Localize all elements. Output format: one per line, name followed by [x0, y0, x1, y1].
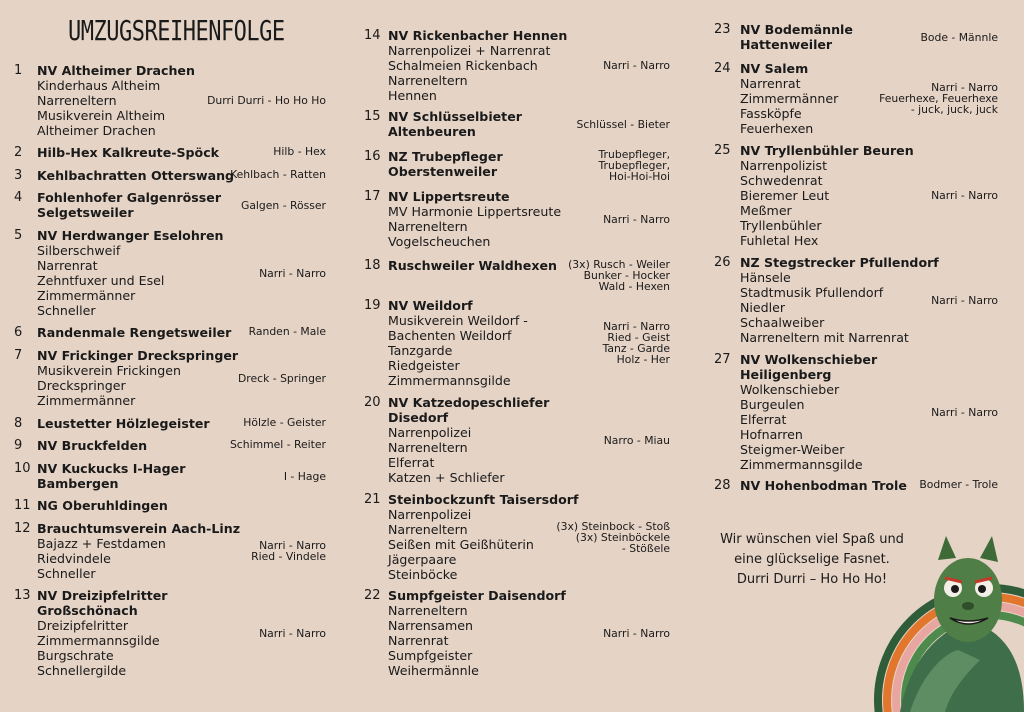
narren-call: Narri - Narro [931, 81, 998, 94]
entry-name: NV Tryllenbühler Beuren [740, 143, 914, 158]
entry-group: Narreneltern [37, 93, 117, 108]
narren-call: Tanz - Garde [602, 342, 670, 355]
entry-name: NV Herdwanger Eselohren [37, 228, 224, 243]
entry-number: 21 [364, 492, 381, 507]
narren-call: Hilb - Hex [273, 145, 326, 158]
entry-number: 28 [714, 478, 731, 493]
narren-call: Schimmel - Reiter [229, 438, 326, 451]
entry-group: Narreneltern [388, 219, 468, 234]
entry-group: Niedler [740, 300, 786, 315]
entry-group: Kinderhaus Altheim [37, 78, 161, 93]
narren-call: Durri Durri - Ho Ho Ho [207, 94, 326, 107]
entry-group: Elferrat [388, 455, 435, 470]
narren-call: Bodmer - Trole [919, 478, 998, 491]
entry-name: Disedorf [388, 410, 449, 425]
entry-group: Steigmer-Weiber [740, 442, 845, 457]
narren-call: Bode - Männle [920, 31, 998, 44]
entry-number: 19 [364, 298, 381, 313]
narren-call: Feuerhexe, Feuerhexe [879, 92, 998, 105]
entry-group: Musikverein Weildorf - [388, 313, 528, 328]
entry-number: 18 [364, 258, 381, 273]
entry-group: Narrenrat [37, 258, 98, 273]
entry-group: Tanzgarde [388, 343, 453, 358]
narren-call: Narri - Narro [259, 539, 326, 552]
entry-group: Schneller [37, 566, 96, 581]
entry-name: NV Dreizipfelritter [37, 588, 168, 603]
entry-group: Schwedenrat [740, 173, 823, 188]
entry-group: Meßmer [740, 203, 792, 218]
entry-name: Hilb-Hex Kalkreute-Spöck [37, 145, 220, 160]
entry-number: 25 [714, 143, 731, 158]
narren-call: Narro - Miau [603, 434, 670, 447]
entry-group: Zimmermannsgilde [37, 633, 160, 648]
narren-call: Galgen - Rösser [240, 199, 326, 212]
entry-number: 17 [364, 189, 381, 204]
entry-group: Dreckspringer [37, 378, 126, 393]
entry-name: NV Salem [740, 61, 809, 76]
entry-name: Großschönach [37, 603, 138, 618]
entry-group: Zimmermänner [37, 288, 136, 303]
narren-call: Wald - Hexen [598, 280, 670, 293]
entry-number: 22 [364, 588, 381, 603]
entry-name: Randenmale Rengetsweiler [37, 325, 232, 340]
narren-call: Narri - Narro [603, 213, 670, 226]
entry-group: Musikverein Frickingen [37, 363, 181, 378]
entry-number: 13 [14, 588, 31, 603]
entry-number: 6 [14, 325, 23, 340]
entry-group: Hofnarren [740, 427, 803, 442]
entry-name: Hattenweiler [740, 37, 833, 52]
entry-group: Schaalweiber [740, 315, 825, 330]
entry-group: Stadtmusik Pfullendorf [740, 285, 884, 300]
entry-group: Narrenpolizei [388, 507, 472, 522]
entry-group: Hennen [388, 88, 437, 103]
narren-call: Ried - Geist [607, 331, 670, 344]
entry-number: 9 [14, 438, 23, 453]
entry-number: 27 [714, 352, 731, 367]
entry-name: NV Kuckucks I-Hager [37, 461, 186, 476]
narren-call: Hölzle - Geister [243, 416, 326, 429]
entry-group: Schnellergilde [37, 663, 127, 678]
narren-call: (3x) Steinbock - Stoß [556, 520, 670, 533]
narren-call: Narri - Narro [259, 267, 326, 280]
entry-group: Dreizipfelritter [37, 618, 129, 633]
entry-name: NV Bodemännle [740, 22, 853, 37]
narren-call: - juck, juck, juck [910, 103, 998, 116]
entry-group: Zimmermannsgilde [388, 373, 511, 388]
entry-group: Hänsele [740, 270, 791, 285]
entry-number: 20 [364, 395, 381, 410]
entry-group: Musikverein Altheim [37, 108, 166, 123]
entry-number: 1 [14, 63, 23, 78]
entry-group: Zimmermannsgilde [740, 457, 863, 472]
entry-group: Steinböcke [388, 567, 458, 582]
entry-name: NV Hohenbodman Trole [740, 478, 907, 493]
entry-group: Seißen mit Geißhüterin [388, 537, 534, 552]
entry-number: 4 [14, 190, 23, 205]
entry-group: Wolkenschieber [740, 382, 840, 397]
entry-group: Narrenpolizei + Narrenrat [388, 43, 551, 58]
entry-group: Narreneltern [388, 73, 468, 88]
closing-line: Wir wünschen viel Spaß und [720, 532, 904, 547]
entry-number: 2 [14, 145, 23, 160]
entry-name: NG Oberuhldingen [37, 498, 168, 513]
entry-group: Narreneltern [388, 522, 468, 537]
entry-group: MV Harmonie Lippertsreute [388, 204, 562, 219]
narren-call: Ried - Vindele [251, 550, 326, 563]
narren-call: Kehlbach - Ratten [230, 168, 326, 181]
entry-group: Elferrat [740, 412, 787, 427]
closing-line: Durri Durri – Ho Ho Ho! [736, 572, 888, 587]
entry-group: Bajazz + Festdamen [37, 536, 166, 551]
narren-call: Narri - Narro [259, 627, 326, 640]
narren-call: Holz - Her [616, 353, 670, 366]
narren-call: (3x) Steinböckele [575, 531, 670, 544]
entry-number: 7 [14, 348, 23, 363]
fasnet-mask-illustration [840, 530, 1024, 712]
entry-group: Katzen + Schliefer [388, 470, 505, 485]
narren-call: Narri - Narro [603, 320, 670, 333]
entry-name: Kehlbachratten Otterswang [37, 168, 235, 183]
entry-group: Fassköpfe [740, 106, 802, 121]
entry-name: NV Rickenbacher Hennen [388, 28, 568, 43]
entry-group: Burgschrate [37, 648, 114, 663]
entry-name: NV Schlüsselbieter [388, 109, 522, 124]
entry-name: Selgetsweiler [37, 205, 134, 220]
entry-group: Weihermännle [388, 663, 479, 678]
narren-call: Hoi-Hoi-Hoi [609, 170, 670, 183]
entry-number: 16 [364, 149, 381, 164]
entry-group: Narrenrat [740, 76, 801, 91]
entry-group: Schneller [37, 303, 96, 318]
entry-number: 8 [14, 416, 23, 431]
entry-number: 15 [364, 109, 381, 124]
entry-group: Tryllenbühler [740, 218, 822, 233]
entry-group: Burgeulen [740, 397, 805, 412]
narren-call: Randen - Male [248, 325, 326, 338]
entry-number: 11 [14, 498, 31, 513]
entry-name: Fohlenhofer Galgenrösser [37, 190, 222, 205]
entry-name: Oberstenweiler [388, 164, 498, 179]
entry-name: NV Wolkenschieber [740, 352, 878, 367]
entry-name: NV Weildorf [388, 298, 473, 313]
entry-group: Bachenten Weildorf [388, 328, 512, 343]
narren-call: Dreck - Springer [237, 372, 326, 385]
entry-name: Heiligenberg [740, 367, 832, 382]
entry-group: Jägerpaare [388, 552, 457, 567]
entry-number: 24 [714, 61, 731, 76]
entry-group: Riedvindele [37, 551, 111, 566]
entry-group: Narrenrat [388, 633, 449, 648]
narren-call: Schlüssel - Bieter [576, 118, 670, 131]
entry-name: NV Katzedopeschliefer [388, 395, 550, 410]
entry-group: Zimmermänner [37, 393, 136, 408]
entry-number: 5 [14, 228, 23, 243]
entry-group: Narrenpolizist [740, 158, 828, 173]
entry-name: NV Frickinger Dreckspringer [37, 348, 239, 363]
narren-call: - Stößele [621, 542, 670, 555]
entry-name: Ruschweiler Waldhexen [388, 258, 557, 273]
narren-call: Narri - Narro [931, 189, 998, 202]
entry-group: Silberschweif [37, 243, 121, 258]
entry-name: Leustetter Hölzlegeister [37, 416, 210, 431]
closing-line: eine glückselige Fasnet. [734, 552, 890, 567]
narren-call: Narri - Narro [603, 59, 670, 72]
narren-call: Trubepfleger, [598, 159, 670, 172]
entry-group: Narrenpolizei [388, 425, 472, 440]
entry-name: Sumpfgeister Daisendorf [388, 588, 566, 603]
narren-call: (3x) Rusch - Weiler [568, 258, 670, 271]
entry-name: Altenbeuren [388, 124, 476, 139]
entry-group: Sumpfgeister [388, 648, 473, 663]
page-title: UMZUGSREIHENFOLGE [68, 16, 285, 48]
entry-group: Narreneltern [388, 440, 468, 455]
narren-call: Narri - Narro [931, 294, 998, 307]
entry-group: Narrensamen [388, 618, 474, 633]
entry-number: 3 [14, 168, 23, 183]
entry-group: Altheimer Drachen [37, 123, 156, 138]
entry-group: Riedgeister [388, 358, 460, 373]
entry-name: NZ Stegstrecker Pfullendorf [740, 255, 939, 270]
entry-group: Narreneltern [388, 603, 468, 618]
entry-name: NV Altheimer Drachen [37, 63, 195, 78]
entry-number: 26 [714, 255, 731, 270]
narren-call: Bunker - Hocker [583, 269, 670, 282]
entry-number: 23 [714, 22, 731, 37]
entry-name: NV Lippertsreute [388, 189, 510, 204]
entry-name: NV Bruckfelden [37, 438, 148, 453]
entry-name: Bambergen [37, 476, 119, 491]
entry-group: Schalmeien Rickenbach [388, 58, 538, 73]
entry-group: Feuerhexen [740, 121, 814, 136]
entry-group: Fuhletal Hex [740, 233, 819, 248]
narren-call: Narri - Narro [931, 406, 998, 419]
narren-call: Trubepfleger, [598, 148, 670, 161]
narren-call: I - Hage [283, 470, 326, 483]
entry-name: Brauchtumsverein Aach-Linz [37, 521, 241, 536]
entry-number: 10 [14, 461, 31, 476]
entry-number: 14 [364, 28, 381, 43]
entry-group: Zehntfuxer und Esel [37, 273, 165, 288]
entry-group: Zimmermänner [740, 91, 839, 106]
entry-group: Vogelscheuchen [388, 234, 491, 249]
entry-number: 12 [14, 521, 31, 536]
entry-name: Steinbockzunft Taisersdorf [388, 492, 579, 507]
entry-group: Narreneltern mit Narrenrat [740, 330, 909, 345]
entry-name: NZ Trubepfleger [388, 149, 503, 164]
narren-call: Narri - Narro [603, 627, 670, 640]
entry-group: Bieremer Leut [740, 188, 830, 203]
